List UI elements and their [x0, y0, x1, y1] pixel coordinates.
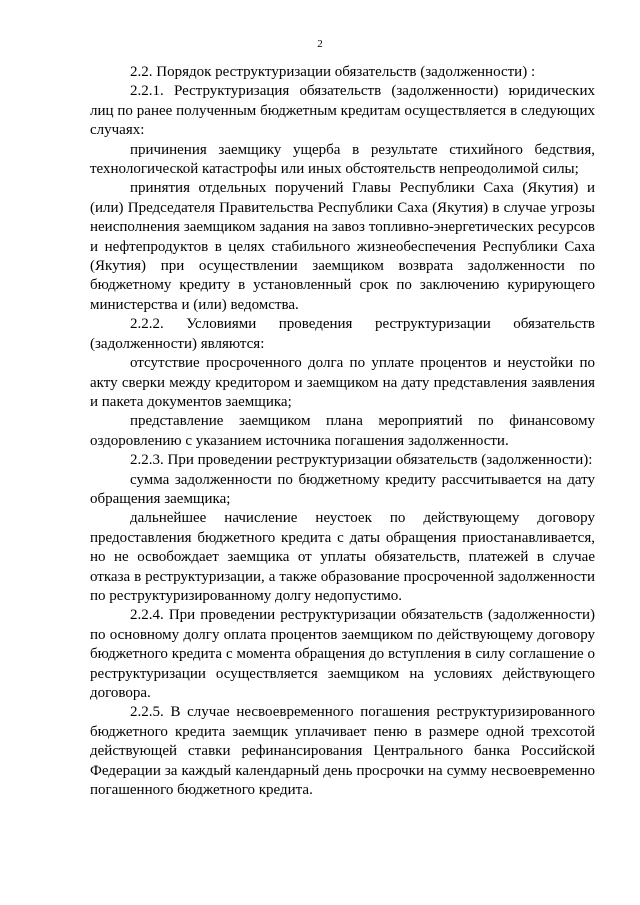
paragraph-2-2-1: 2.2.1. Реструктуризация обязательств (задолженности) юридических лиц по ранее полученным бюджетным кредитам осуществляется в следующих случаях:	[90, 83, 595, 139]
paragraph-2-2-heading: 2.2. Порядок реструктуризации обязательств (задолженности) :	[130, 64, 536, 80]
paragraph-2-2-4: 2.2.4. При проведении реструктуризации обязательств (задолженности) по основному долгу оплата процентов заемщиком по действующему договору бюджетного кредита с момента обращения до вступления в силу соглашение о реструктуризации осуществляется заемщиком на условиях действующего договора.	[90, 607, 595, 701]
paragraph-penalty-accrual: дальнейшее начисление неустоек по действующему договору предоставления бюджетного кредита с даты обращения приостанавливается, но не освобождает заемщика от уплаты обязательств, платежей в случае отказа в реструктуризации, а также образование просроченной задолженности по реструктуризированному долгу недопустимо.	[90, 510, 595, 604]
paragraph-2-2-2: 2.2.2. Условиями проведения реструктуризации обязательств (задолженности) являются:	[90, 316, 595, 352]
page-number: 2	[317, 38, 323, 50]
paragraph-condition-plan: представление заемщиком плана мероприятий по финансовому оздоровлению с указанием источника погашения задолженности.	[90, 413, 595, 449]
paragraph-condition-no-overdue: отсутствие просроченного долга по уплате процентов и неустойки по акту сверки между кредитором и заемщиком на дату представления заявления и пакета документов заемщика;	[90, 355, 595, 410]
document-body	[90, 63, 595, 800]
paragraph-2-2-3: 2.2.3. При проведении реструктуризации обязательств (задолженности):	[130, 452, 593, 469]
paragraph-case-disaster: причинения заемщику ущерба в результате стихийного бедствия, технологической катастрофы или иных обстоятельств непреодолимой силы;	[90, 141, 595, 178]
paragraph-2-2-5: 2.2.5. В случае несвоевременного погашения реструктуризированного бюджетного кредита заемщик уплачивает пеню в размере одной трехсотой действующей ставки рефинансирования Центрального банка Российской Федерации за каждый календарный день просрочки на сумму несвоевременно погашенного бюджетного кредита.	[90, 704, 595, 799]
paragraph-case-orders: принятия отдельных поручений Главы Республики Саха (Якутия) и (или) Председателя Правительства Республики Саха (Якутия) в случае угрозы неисполнения заемщиком задания на завоз топливно-энергетических ресурсов и нефтепродуктов в целях стабильного жизнеобеспечения Республики Саха (Якутия) при осуществлении заемщиком возврата задолженности по бюджетному кредиту в установленный срок по заключению курирующего министерства и (или) ведомства.	[90, 180, 595, 313]
paragraph-debt-amount: сумма задолженности по бюджетному кредиту рассчитывается на дату обращения заемщика;	[90, 471, 595, 507]
